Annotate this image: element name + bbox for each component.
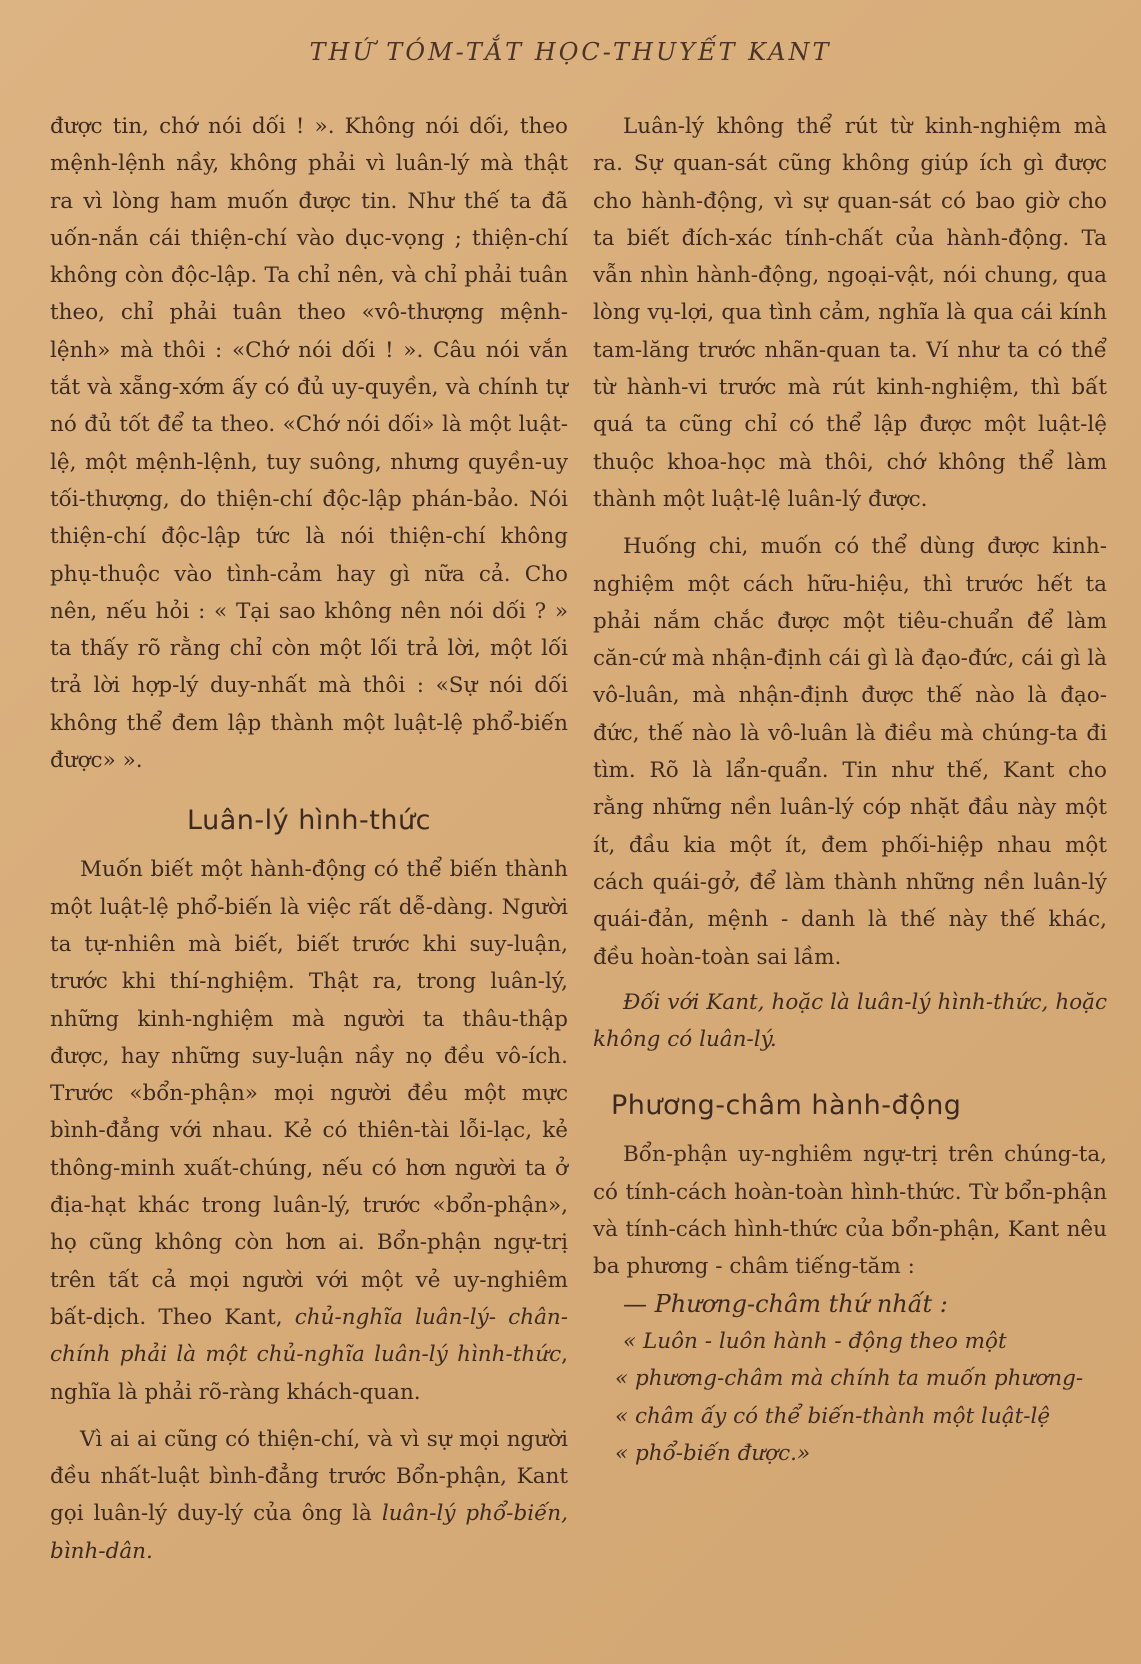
- left-paragraph-2-italic: chủ-nghĩa luân-lý- chân-chính phải là một chủ-nghĩa luân-lý hình-thức: [50, 1304, 568, 1368]
- section-heading-maxims: Phương-châm hành-động: [611, 1090, 962, 1122]
- left-paragraph-2-text: Muốn biết một hành-động có thể biến thành một luật-lệ phổ-biến là việc rất dễ-dàng. Người ta tự-nhiên mà biết, biết trước khi suy-luận, trước khi thí-nghiệm. Thật ra, trong luân-lý, những kinh-nghiệm mà người ta thâu-thập được, hay những suy-luận nầy nọ đều vô-ích. Trước «bổn-phận» mọi người đều một mực bình-đẳng với nhau. Kẻ có thiên-tài lỗi-lạc, kẻ thông-minh xuất-chúng, nếu có hơn người ta ở địa-hạt khác trong luân-lý, trước «bổn-phận», họ cũng không còn hơn ai. Bổn-phận ngự-trị trên tất cả mọi người với một vẻ uy-nghiêm bất-dịch. Theo Kant,: [50, 857, 568, 1330]
- right-column: [593, 108, 1107, 1472]
- running-title: THỨ TÓM-TẮT HỌC-THUYẾT KANT: [309, 38, 832, 66]
- left-column: [50, 108, 568, 1570]
- maxim-line-2: « phương-châm mà chính ta muốn phương-: [615, 1366, 1084, 1392]
- left-paragraph-2-end: , nghĩa là phải rõ-ràng khách-quan.: [50, 1342, 568, 1405]
- right-paragraph-3-italic: Đối với Kant, hoặc là luân-lý hình-thức, hoặc không có luân-lý.: [593, 989, 1107, 1053]
- left-paragraph-3: [50, 1421, 568, 1570]
- right-paragraph-4: Bổn-phận uy-nghiêm ngự-trị trên chúng-ta, có tính-cách hoàn-toàn hình-thức. Từ bổn-phận và tính-cách hình-thức của bổn-phận, Kant nêu ba phương - châm tiếng-tăm :: [593, 1142, 1107, 1280]
- maxim-line-3: « châm ấy có thể biến-thành một luật-lệ: [615, 1403, 1051, 1429]
- right-paragraph-1: Luân-lý không thể rút từ kinh-nghiệm mà ra. Sự quan-sát cũng không giúp ích gì được cho hành-động, vì sự quan-sát có bao giờ cho ta biết đích-xác tính-chất của hành-động. Ta vẫn nhìn hành-động, ngoại-vật, nói chung, qua lòng vụ-lợi, qua tình cảm, nghĩa là qua cái kính tam-lăng trước nhãn-quan ta. Ví như ta có thể từ hành-vi trước mà rút kinh-nghiệm, thì bất quá ta cũng chỉ có thể lập được một luật-lệ thuộc khoa-học mà thôi, chớ không thể làm thành một luật-lệ luân-lý được.: [593, 114, 1107, 512]
- section-heading-formal-ethics: Luân-lý hình-thức: [187, 805, 431, 837]
- left-paragraph-3-italic: luân-lý phổ-biến, bình-dân.: [50, 1501, 568, 1564]
- maxim-line-4: « phổ-biến được.»: [615, 1440, 811, 1466]
- right-paragraph-2: Huống chi, muốn có thể dùng được kinh-nghiệm một cách hữu-hiệu, thì trước hết ta phải nắm chắc được một tiêu-chuẩn để làm căn-cứ mà nhận-định cái gì là đạo-đức, cái gì là vô-luân, mà nhận-định được thế nào là đạo-đức, thế nào là vô-luân là điều mà chúng-ta đi tìm. Rõ là lẩn-quẩn. Tin như thế, Kant cho rằng những nền luân-lý cóp nhặt đầu này một ít, đầu kia một ít, đem phối-hiệp nhau một cách quái-gở, để làm thành những nền luân-lý quái-đản, mệnh - danh là thế này thế khác, đều hoàn-toàn sai lầm.: [593, 534, 1107, 970]
- maxim-line-1: « Luôn - luôn hành - động theo một: [623, 1328, 1007, 1354]
- left-paragraph-3-text: Vì ai ai cũng có thiện-chí, và vì sự mọi người đều nhất-luật bình-đẳng trước Bổn-phận, Kant gọi luân-lý duy-lý của ông là: [50, 1426, 568, 1527]
- left-paragraph-1: được tin, chớ nói dối ! ». Không nói dối, theo mệnh-lệnh nầy, không phải vì luân-lý mà thật ra vì lòng ham muốn được tin. Như thế ta đã uốn-nắn cái thiện-chí vào dục-vọng ; thiện-chí không còn độc-lập. Ta chỉ nên, và chỉ phải tuân theo, chỉ phải tuân theo «vô-thượng mệnh-lệnh» mà thôi : «Chớ nói dối ! ». Câu nói vắn tắt và xẵng-xớm ấy có đủ uy-quyền, và chính tự nó đủ tốt để ta theo. «Chớ nói dối» là một luật-lệ, một mệnh-lệnh, tuy suông, nhưng quyền-uy tối-thượng, do thiện-chí độc-lập phán-bảo. Nói thiện-chí độc-lập tức là nói thiện-chí không phụ-thuộc vào tình-cảm hay gì nữa cả. Cho nên, nếu hỏi : « Tại sao không nên nói dối ? » ta thấy rõ rằng chỉ còn một lối trả lời, một lối trả lời hợp-lý duy-nhất mà thôi : «Sự nói dối không thể đem lập thành một luật-lệ phổ-biến được» ».: [50, 114, 568, 774]
- left-paragraph-2: [50, 851, 568, 1410]
- maxim-title: — Phương-châm thứ nhất :: [623, 1289, 948, 1318]
